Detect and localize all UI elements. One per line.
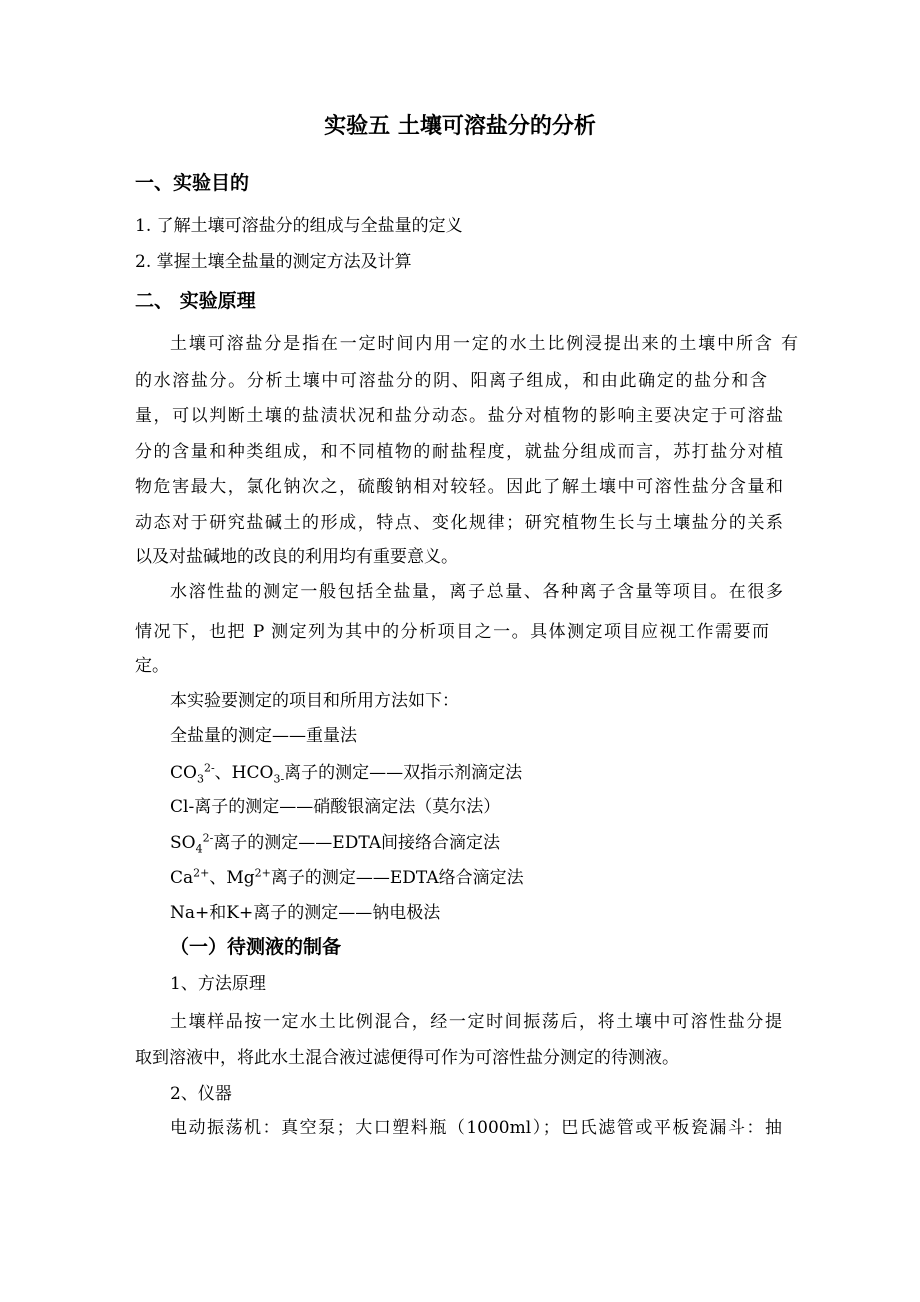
objective-item: 1. 了解土壤可溶盐分的组成与全盐量的定义 xyxy=(135,216,463,236)
subsection-item-heading: 1、方法原理 xyxy=(170,974,266,994)
method-text: 、Mg xyxy=(209,868,255,888)
subsection-item-heading: 2、仪器 xyxy=(170,1084,232,1104)
method-item xyxy=(170,762,522,784)
methods-intro: 本实验要测定的项目和所用方法如下： xyxy=(170,691,459,711)
superscript: 2- xyxy=(203,761,215,775)
paragraph-line: 物危害最大，氯化钠次之，硫酸钠相对较轻。因此了解土壤中可溶性盐分含量和 xyxy=(135,477,783,497)
method-item: Cl-离子的测定——硝酸银滴定法（莫尔法） xyxy=(170,797,501,817)
paragraph-line: 情况下，也把 P 测定列为其中的分析项目之一。具体测定项目应视工作需要而 xyxy=(135,622,769,642)
method-text: Ca xyxy=(170,868,194,888)
method-text: SO xyxy=(170,833,196,853)
paragraph-line: 取到溶液中，将此水土混合液过滤便得可作为可溶性盐分测定的待测液。 xyxy=(135,1048,679,1068)
method-text: CO xyxy=(170,763,197,783)
objective-item: 2. 掌握土壤全盐量的测定方法及计算 xyxy=(135,252,412,272)
method-item xyxy=(170,832,500,854)
section-heading-objectives: 一、实验目的 xyxy=(135,172,250,194)
paragraph-line: 量，可以判断土壤的盐渍状况和盐分动态。盐分对植物的影响主要决定于可溶盐 xyxy=(135,406,783,426)
method-text: 离子的测定——EDTA络合滴定法 xyxy=(270,868,524,888)
paragraph-line: 的水溶盐分。分析土壤中可溶盐分的阴、阳离子组成，和由此确定的盐分和含 xyxy=(135,371,767,391)
superscript: 2+ xyxy=(254,866,271,880)
paragraph-line: 以及对盐碱地的改良的利用均有重要意义。 xyxy=(135,547,458,567)
subscript: 3- xyxy=(273,772,285,786)
subscript: 3 xyxy=(196,772,204,786)
paragraph-line: 水溶性盐的测定一般包括全盐量，离子总量、各种离子含量等项目。在很多 xyxy=(170,582,783,602)
method-item xyxy=(170,867,524,889)
paragraph-line: 动态对于研究盐碱土的形成，特点、变化规律；研究植物生长与土壤盐分的关系 xyxy=(135,513,783,533)
superscript: 2+ xyxy=(193,866,210,880)
method-item: Na+和K+离子的测定——钠电极法 xyxy=(170,903,441,923)
paragraph-line: 土壤可溶盐分是指在一定时间内用一定的水土比例浸提出来的土壤中所含 有 xyxy=(170,334,798,354)
method-text: 离子的测定——双指示剂滴定法 xyxy=(284,763,523,783)
superscript: 2- xyxy=(202,831,214,845)
paragraph-line: 定。 xyxy=(135,656,169,676)
method-item: 全盐量的测定——重量法 xyxy=(170,726,357,746)
subsection-heading: （一）待测液的制备 xyxy=(170,936,342,958)
section-heading-principle: 二、 实验原理 xyxy=(135,290,256,312)
paragraph-line: 土壤样品按一定水土比例混合，经一定时间振荡后，将土壤中可溶性盐分提 xyxy=(170,1012,782,1032)
page-title: 实验五 土壤可溶盐分的分析 xyxy=(324,114,596,139)
method-text: 离子的测定——EDTA间接络合滴定法 xyxy=(213,833,501,853)
paragraph-line: 电动振荡机：真空泵；大口塑料瓶（1000ml）；巴氏滤管或平板瓷漏斗：抽 xyxy=(170,1118,782,1138)
method-text: 、HCO xyxy=(214,763,274,783)
paragraph-line: 分的含量和种类组成，和不同植物的耐盐程度，就盐分组成而言，苏打盐分对植 xyxy=(135,442,783,462)
subscript: 4 xyxy=(195,842,203,856)
